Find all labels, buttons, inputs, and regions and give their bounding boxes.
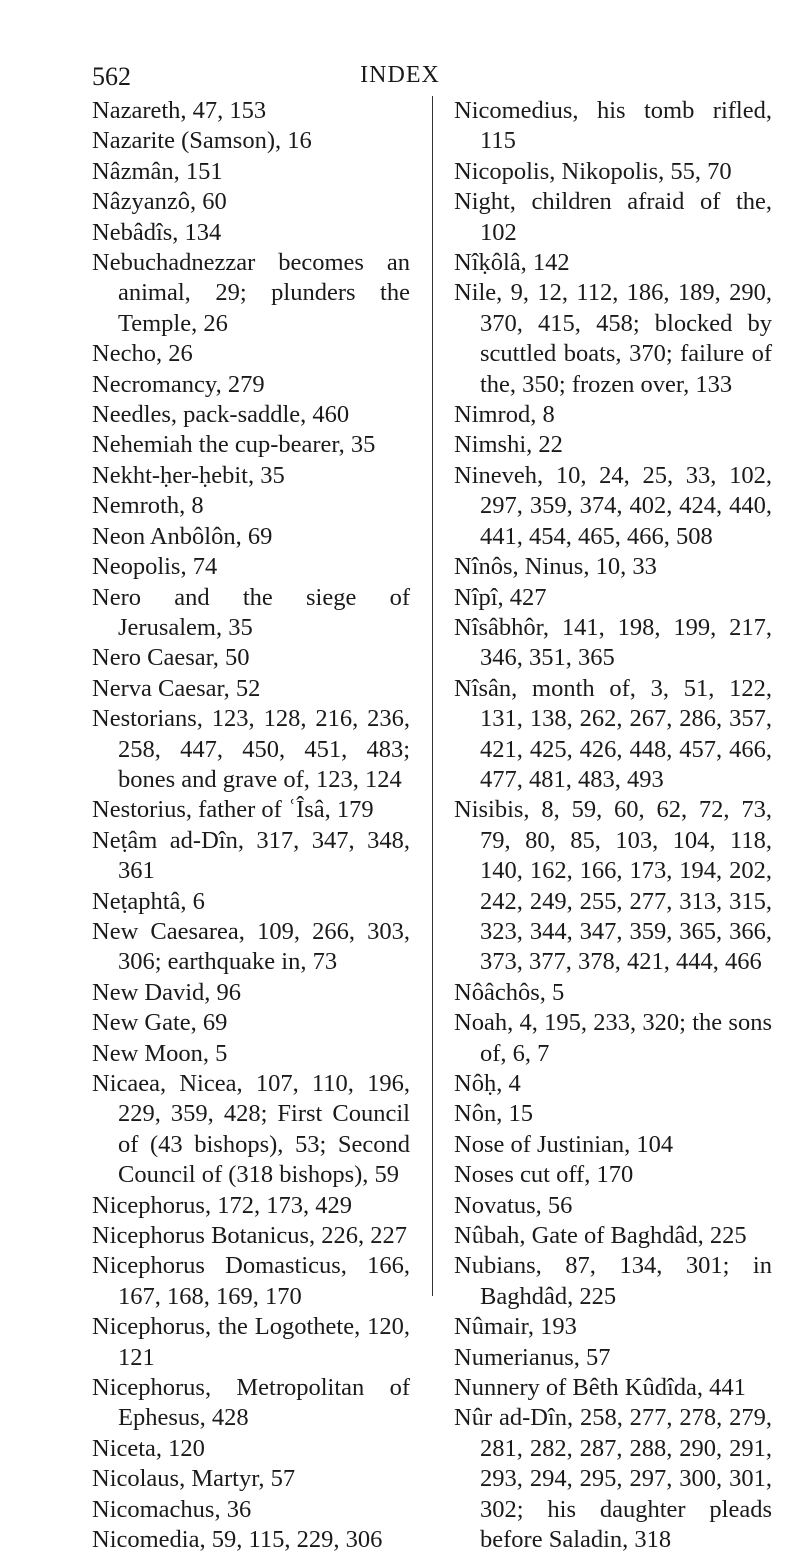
index-entry: Noah, 4, 195, 233, 320; the sons of, 6, 7 (454, 1009, 772, 1067)
index-entry: Nûbah, Gate of Baghdâd, 225 (454, 1222, 747, 1250)
index-entry: Noses cut off, 170 (454, 1161, 634, 1189)
index-entry: Nicephorus, 172, 173, 429 (92, 1191, 352, 1219)
index-entry: Night, children afraid of the, 102 (454, 188, 772, 246)
index-entry: Necho, 26 (92, 340, 193, 368)
index-entry: Nûr ad-Dîn, 258, 277, 278, 279, 281, 282, 287, 288, 290, 291, 293, 294, 295, 297, 300, 301, 302; his daughter pleads before Saladin, 318 (454, 1404, 772, 1554)
index-entry: Nestorius, father of ʿÎsâ, 179 (92, 796, 374, 824)
index-entry: Nicephorus Domasticus, 166, 167, 168, 169, 170 (92, 1252, 410, 1310)
index-entry: Neṭâm ad-Dîn, 317, 347, 348, 361 (92, 826, 410, 885)
index-entry: Neṭaphtâ, 6 (92, 887, 205, 915)
index-entry: Nunnery of Bêth Kûdîda, 441 (454, 1374, 746, 1402)
index-entry: Neopolis, 74 (92, 553, 218, 581)
index-entry: Nebâdîs, 134 (92, 218, 222, 246)
index-entry: Nineveh, 10, 24, 25, 33, 102, 297, 359, 374, 402, 424, 440, 441, 454, 465, 466, 508 (454, 461, 772, 550)
index-entry: Nisibis, 8, 59, 60, 62, 72, 73, 79, 80, 85, 103, 104, 118, 140, 162, 166, 173, 194, 202, 242, 249, 255, 277, 313, 315, 323, 344, 347, 359, 365, 366, 373, 377, 378, 421, 444, 466 (454, 796, 772, 976)
index-column-left (92, 96, 410, 1556)
index-entry: Nazareth, 47, 153 (92, 97, 267, 124)
index-entry: Nâzyanzô, 60 (92, 188, 227, 216)
index-entry: Nicephorus Botanicus, 226, 227 (92, 1222, 408, 1250)
index-entry: New Gate, 69 (92, 1009, 228, 1037)
index-entry: Nôâchôs, 5 (454, 978, 565, 1006)
index-entry: Nekht-ḥer-ḥebit, 35 (92, 461, 285, 489)
index-entry: Nimshi, 22 (454, 431, 563, 459)
index-entry: New David, 96 (92, 978, 242, 1006)
index-entry: Nemroth, 8 (92, 492, 204, 520)
index-entry: Necromancy, 279 (92, 370, 265, 398)
index-column-right (454, 96, 772, 1556)
index-entry: Nicephorus, the Logothete, 120, 121 (92, 1313, 410, 1371)
index-entry: Niceta, 120 (92, 1434, 205, 1462)
page-header (92, 62, 708, 96)
index-entry: Neon Anbôlôn, 69 (92, 522, 273, 550)
index-entry: New Caesarea, 109, 266, 303, 306; earthquake in, 73 (92, 917, 410, 976)
index-entry: Nehemiah the cup-bearer, 35 (92, 431, 376, 459)
index-entry: Nînôs, Ninus, 10, 33 (454, 553, 657, 581)
index-entry: Nicaea, Nicea, 107, 110, 196, 229, 359, 428; First Council of (43 bishops), 53; Second Council of (318 bishops), 59 (92, 1070, 410, 1189)
index-entry: New Moon, 5 (92, 1039, 228, 1067)
index-entry: Nero Caesar, 50 (92, 644, 250, 672)
index-entry: Nicomedius, his tomb rifled, 115 (454, 97, 772, 155)
index-entry: Nîsâbhôr, 141, 198, 199, 217, 346, 351, 365 (454, 613, 772, 672)
index-entry: Nicomedia, 59, 115, 229, 306 (92, 1526, 383, 1554)
index-entry: Nîsân, month of, 3, 51, 122, 131, 138, 262, 267, 286, 357, 421, 425, 426, 448, 457, 466, 477, 481, 483, 493 (454, 674, 772, 793)
index-entry: Nose of Justinian, 104 (454, 1130, 674, 1158)
index-entry: Numerianus, 57 (454, 1343, 611, 1371)
index-entry: Nicolaus, Martyr, 57 (92, 1465, 296, 1493)
index-entry: Nicopolis, Nikopolis, 55, 70 (454, 157, 732, 185)
index-entry: Nero and the siege of Jerusalem, 35 (92, 583, 410, 641)
index-entry: Novatus, 56 (454, 1191, 573, 1219)
column-divider (432, 96, 433, 1296)
index-entry: Nestorians, 123, 128, 216, 236, 258, 447, 450, 451, 483; bones and grave of, 123, 124 (92, 705, 410, 793)
index-entry: Nimrod, 8 (454, 401, 555, 429)
index-entry: Nicephorus, Metropolitan of Ephesus, 428 (92, 1374, 410, 1432)
index-entry: Nâzmân, 151 (92, 157, 223, 185)
page-number: 562 (92, 62, 131, 91)
index-entry: Nûmair, 193 (454, 1313, 577, 1341)
index-entry: Nicomachus, 36 (92, 1495, 252, 1523)
index-entry: Nôn, 15 (454, 1100, 533, 1128)
index-entry: Nebuchadnezzar becomes an animal, 29; plunders the Temple, 26 (92, 249, 410, 337)
index-entry: Nazarite (Samson), 16 (92, 127, 312, 155)
index-entry: Nôḥ, 4 (454, 1070, 521, 1097)
index-entry: Nîḳôlâ, 142 (454, 249, 570, 277)
index-entry: Nubians, 87, 134, 301; in Baghdâd, 225 (454, 1252, 772, 1310)
index-entry: Nile, 9, 12, 112, 186, 189, 290, 370, 415, 458; blocked by scuttled boats, 370; failure of the, 350; frozen over, 133 (454, 279, 772, 398)
index-entry: Nîpî, 427 (454, 583, 547, 611)
index-entry: Needles, pack-saddle, 460 (92, 401, 350, 429)
running-head: INDEX (360, 62, 440, 88)
index-entry: Nerva Caesar, 52 (92, 674, 261, 702)
